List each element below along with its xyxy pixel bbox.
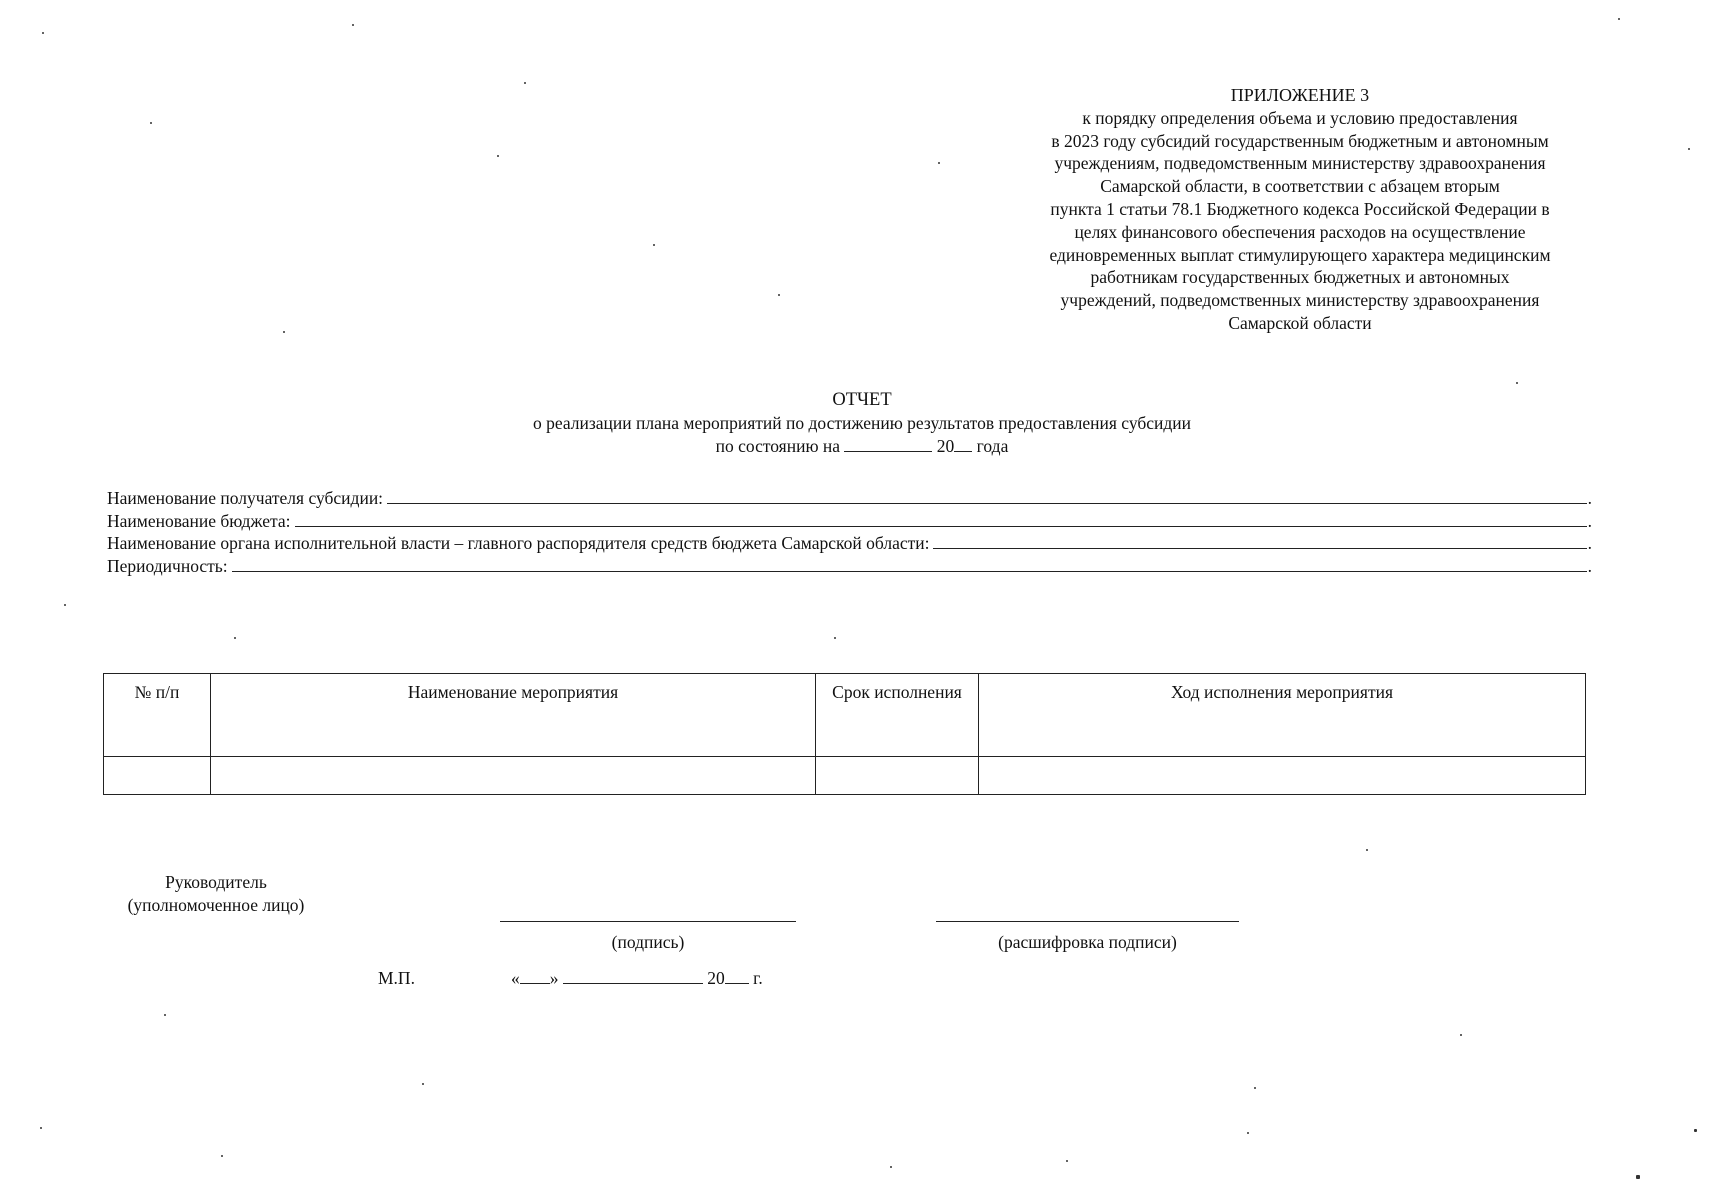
scan-speck: [1254, 1087, 1256, 1089]
appendix-line: пункта 1 статьи 78.1 Бюджетного кодекса Российской Федерации в: [1050, 198, 1550, 219]
report-fields: [107, 487, 1592, 577]
report-date-suffix: года: [976, 435, 1009, 456]
scan-speck: [234, 637, 236, 639]
appendix-line: целях финансового обеспечения расходов на осуществление: [1074, 221, 1526, 242]
scan-speck: [938, 162, 940, 164]
appendix-line: к порядку определения объема и условию предоставления: [1082, 107, 1518, 128]
scan-speck: [834, 637, 836, 639]
signature-blank[interactable]: [500, 921, 796, 922]
table-header-row: [104, 674, 1586, 757]
scan-speck: [1460, 1034, 1462, 1036]
report-subtitle: о реализации плана мероприятий по достижению результатов предоставления субсидии: [532, 412, 1192, 433]
field-blank-periodicity[interactable]: [232, 570, 1587, 572]
scan-speck: [150, 122, 152, 124]
table-header-cell: Ход исполнения мероприятия: [979, 674, 1586, 757]
table-header-cell: № п/п: [104, 674, 211, 757]
date-close-quote: »: [549, 968, 559, 988]
scan-speck: [64, 604, 66, 606]
scan-speck: [42, 32, 44, 34]
signature-decode-blank[interactable]: [936, 921, 1239, 922]
scan-speck: [283, 331, 285, 333]
signature-date-line: [511, 968, 763, 989]
date-year-prefix: 20: [707, 968, 725, 988]
scan-speck: [497, 155, 499, 157]
date-month-blank[interactable]: [563, 982, 703, 984]
field-authority: [107, 532, 1592, 555]
appendix-line: работникам государственных бюджетных и автономных: [1090, 267, 1510, 288]
scan-speck: [221, 1155, 223, 1157]
report-date-line: [0, 435, 1724, 458]
scan-speck: [422, 1083, 424, 1085]
signatory-line: (уполномоченное лицо): [127, 894, 305, 915]
report-date-blank[interactable]: [844, 450, 932, 452]
field-label: Периодичность:: [107, 555, 228, 576]
scan-speck: [1636, 1175, 1640, 1179]
appendix-line: учреждениям, подведомственным министерству здравоохранения: [1054, 153, 1546, 174]
scan-speck: [1618, 18, 1620, 20]
report-date-prefix: по состоянию на: [715, 435, 841, 456]
scan-speck: [1694, 1129, 1697, 1132]
field-blank-budget[interactable]: [295, 525, 1587, 527]
field-label: Наименование органа исполнительной власти – главного распорядителя средств бюджета Самарской области:: [107, 533, 930, 554]
field-budget: [107, 510, 1592, 533]
table-cell[interactable]: [211, 757, 816, 795]
scan-speck: [524, 82, 526, 84]
field-end: .: [1587, 510, 1592, 531]
table-header-cell: Срок исполнения: [816, 674, 979, 757]
appendix-line: Самарской области, в соответствии с абзацем вторым: [1100, 176, 1500, 197]
table-cell[interactable]: [816, 757, 979, 795]
scan-speck: [653, 244, 655, 246]
signature-caption: (подпись): [611, 932, 685, 952]
signatory-line: Руководитель: [165, 872, 267, 892]
table-row: [104, 757, 1586, 795]
field-end: .: [1587, 533, 1592, 554]
signature-decode-caption: (расшифровка подписи): [998, 932, 1177, 952]
date-open-quote: «: [511, 968, 520, 988]
field-periodicity: [107, 555, 1592, 578]
scan-speck: [40, 1127, 42, 1129]
appendix-line: единовременных выплат стимулирующего характера медицинским: [1049, 244, 1551, 265]
scan-speck: [1066, 1160, 1068, 1162]
report-year-blank[interactable]: [954, 450, 972, 452]
appendix-line: Самарской области: [1228, 312, 1372, 333]
date-day-blank[interactable]: [520, 982, 550, 984]
report-header: [0, 389, 1724, 457]
field-end: .: [1587, 555, 1592, 576]
plan-table: [103, 673, 1586, 795]
appendix-header: [1000, 84, 1600, 335]
stamp-mark: М.П.: [378, 968, 415, 988]
scan-speck: [890, 1166, 892, 1168]
date-year-blank[interactable]: [725, 982, 749, 984]
scan-speck: [1247, 1132, 1249, 1134]
table-cell[interactable]: [979, 757, 1586, 795]
field-label: Наименование получателя субсидии:: [107, 488, 384, 508]
table-header-cell: Наименование мероприятия: [211, 674, 816, 757]
field-end: .: [1587, 488, 1592, 508]
report-title: ОТЧЕТ: [832, 390, 892, 410]
scan-speck: [164, 1014, 166, 1016]
scan-speck: [1516, 382, 1518, 384]
appendix-line: в 2023 году субсидий государственным бюджетным и автономным: [1051, 130, 1549, 151]
appendix-line: учреждений, подведомственных министерству здравоохранения: [1060, 290, 1540, 311]
appendix-title: ПРИЛОЖЕНИЕ 3: [1230, 85, 1370, 105]
field-label: Наименование бюджета:: [107, 510, 291, 531]
scan-speck: [778, 294, 780, 296]
scan-speck: [352, 24, 354, 26]
signatory-title: [106, 871, 326, 917]
field-blank-authority[interactable]: [933, 547, 1586, 549]
scan-speck: [1366, 849, 1368, 851]
report-date-year-prefix: 20: [936, 435, 955, 456]
field-blank-recipient[interactable]: [387, 502, 1587, 504]
table-cell[interactable]: [104, 757, 211, 795]
field-recipient: [107, 487, 1592, 510]
scan-speck: [1688, 148, 1690, 150]
date-suffix: г.: [753, 968, 763, 988]
